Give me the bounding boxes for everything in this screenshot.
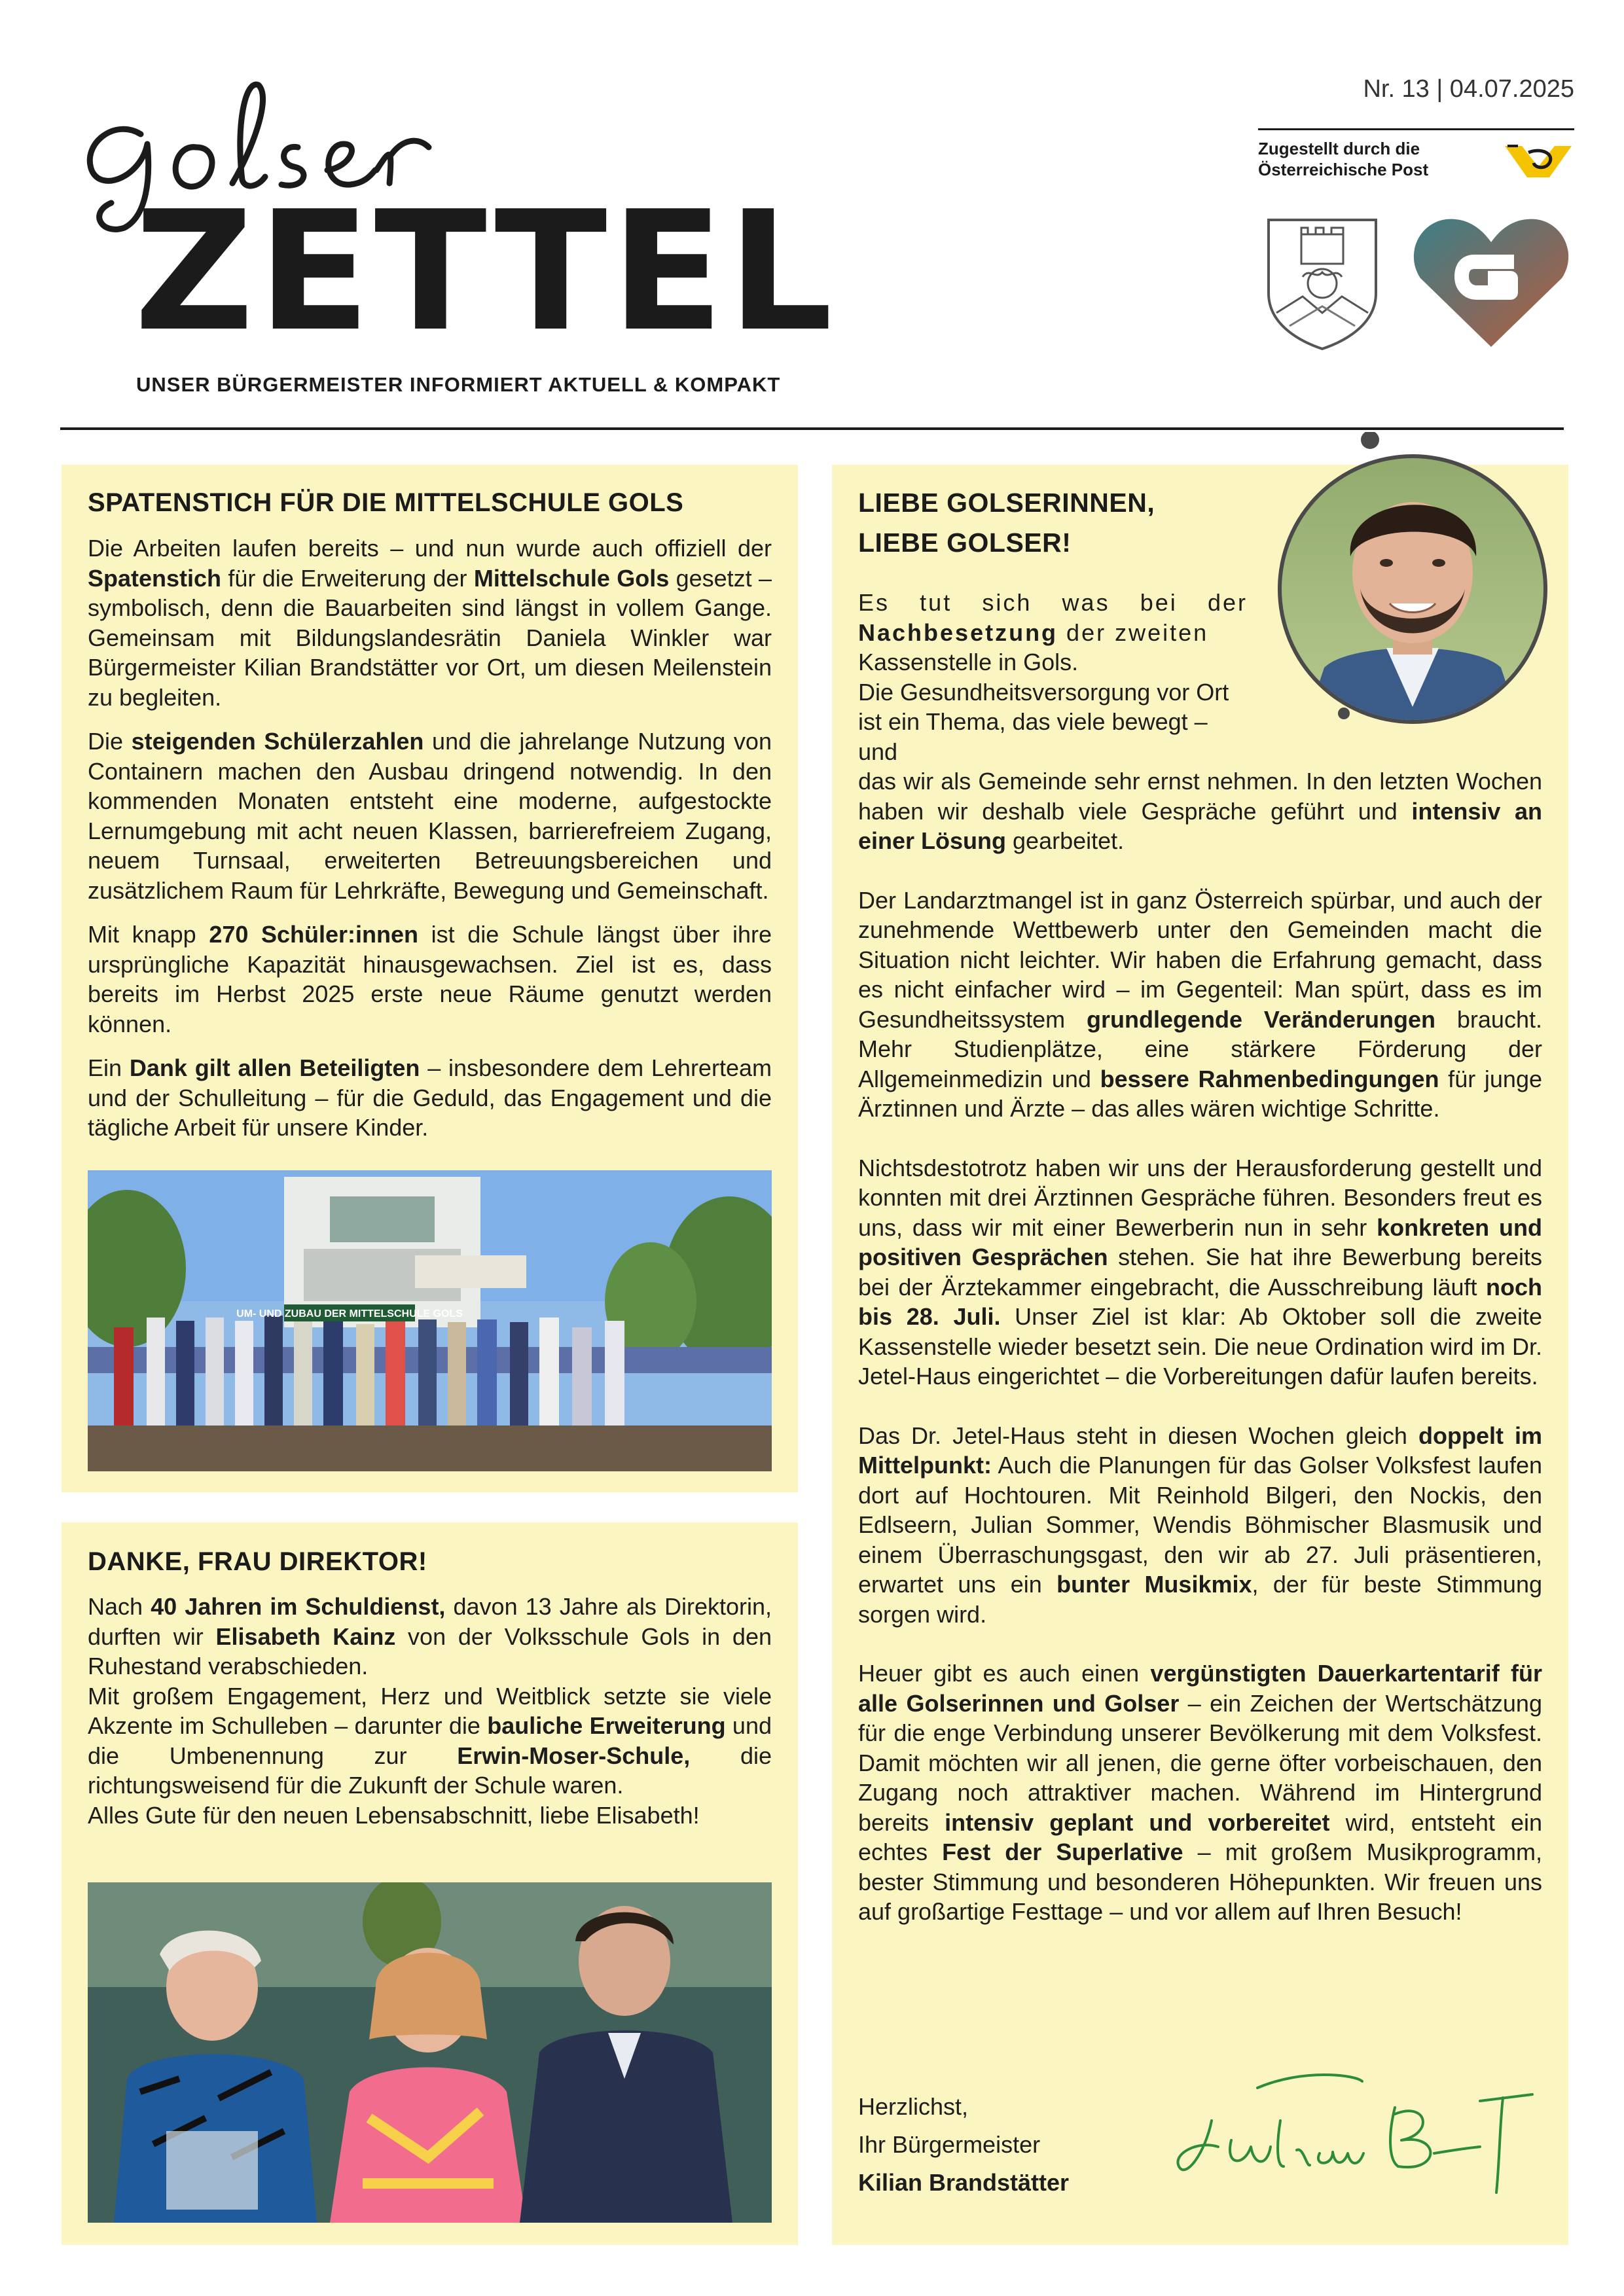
mayor-portrait	[1265, 432, 1560, 726]
article-danke-frau-direktor	[62, 1522, 798, 2245]
photo-banner-text: UM- UND ZUBAU DER MITTELSCHULE GOLS	[236, 1308, 463, 1319]
letter-body: Es tut sich was bei der Nachbesetzung der zweiten Kassenstelle in Gols. Die Gesundheitsversorgung vor Ort ist ein Thema, das viele bewegt – und das wir als Gemeinde sehr ernst nehmen. In den letzten Wochen haben wir deshalb viele Gespräche geführt und intensiv an einer Lösung gearbeitet. Der Landarztmangel ist in ganz Österreich spürbar, und auch der zunehmende Wettbewerb unter den Gemeinden macht die Situation nicht leichter. Wir haben die Erfahrung gemacht, dass es nicht einfacher wird – im Gegenteil: Man spürt, dass es im Gesundheitssystem grundlegende Veränderungen braucht. Mehr Studienplätze, eine stärkere Förderung der Allgemeinmedizin und bessere Rahmenbedingungen für junge Ärztinnen und Ärzte – das alles wären wichtige Schritte. Nichtsdestotrotz haben wir uns der Herausforderung gestellt und konnten mit drei Ärztinnen Gespräche führen. Besonders freut es uns, dass wir mit einer Bewerberin nun in sehr konkreten und positiven Gesprächen stehen. Sie hat ihre Bewerbung bereits bei der Ärztekammer eingebracht, die Ausschreibung läuft noch bis 28. Juli. Unser Ziel ist klar: Ab Oktober soll die zweite Kassenstelle wieder besetzt sein. Die neue Ordination wird im Dr. Jetel-Haus eingerichtet – die Vorbereitungen dafür laufen bereits. Das Dr. Jetel-Haus steht in diesen Wochen gleich doppelt im Mittelpunkt: Auch die Planungen für das Golser Volksfest laufen dort auf Hochtouren. Mit Reinhold Bilgeri, den Nockis, den Edlseern, Julian Sommer, Wendis Böhmischer Blasmusik und einem Überraschungsgast, den wir ab 27. Juli präsentieren, erwartet uns ein bunter Musikmix, der für beste Stimmung sorgen wird. Heuer gibt es auch einen vergünstigten Dauerkartentarif für alle Golserinnen und Golser – ein Zeichen der Wertschätzung für die enge Verbindung unserer Bevölkerung mit dem Volksfest. Damit möchten wir all jenen, die gerne öfter vorbeischauen, den Zugang noch attraktiver machen. Während im Hintergrund bereits intensiv geplant und vorbereitet wird, entsteht ein echtes Fest der Superlative – mit großem Musikprogramm, bester Stimmung und besonderen Höhepunkten. Wir freuen uns auf großartige Festtage – und vor allem auf Ihren Besuch!	[858, 589, 1543, 1925]
farewell-photo	[88, 1882, 772, 2223]
masthead-divider	[60, 427, 1564, 430]
gols-heart-logo-icon	[1413, 213, 1570, 350]
article-spatenstich-body: Die Arbeiten laufen bereits – und nun wurde auch offiziell der Spatenstich für die Erweiterung der Mittelschule Gols gesetzt – symbolisch, denn die Bauarbeiten sind längst in vollem Gange. Gemeinsam mit Bildungslandesrätin Daniela Winkler war Bürgermeister Kilian Brandstätter vor Ort, um diesen Meilenstein zu begleiten. Die steigenden Schülerzahlen und die jahrelange Nutzung von Containern machen den Ausbau dringend notwendig. In den kommenden Monaten entsteht eine moderne, aufgestockte Lernumgebung mit acht neuen Klassen, barrierefreiem Zugang, neuem Turnsaal, erweiterten Betreuungsbereichen und zusätzlichem Raum für Lehrkräfte, Bewegung und Gemeinschaft. Mit knapp 270 Schüler:innen ist die Schule längst über ihre ursprüngliche Kapazität hinausgewachsen. Ziel ist es, dass bereits im Herbst 2025 erste neue Räume genutzt werden können. Ein Dank gilt allen Beteiligten – insbesondere dem Lehrerteam und der Schulleitung – für die Geduld, das Engagement und die tägliche Arbeit für unsere Kinder.	[88, 535, 772, 1141]
masthead-title: ZETTEL	[134, 176, 837, 368]
groundbreaking-group-photo	[88, 1170, 772, 1471]
masthead-tagline: UNSER BÜRGERMEISTER INFORMIERT AKTUELL & KOMPAKT	[136, 373, 781, 396]
letter-greeting-line-2: LIEBE GOLSER!	[858, 528, 1072, 558]
mayor-name: Kilian Brandstätter	[858, 2169, 1070, 2196]
article-direktor-body: Nach 40 Jahren im Schuldienst, davon 13 Jahre als Direktorin, durften wir Elisabeth Kainz von der Volksschule Gols in den Ruhestand verabschieden. Mit großem Engagement, Herz und Weitblick setzte sie viele Akzente im Schulleben – darunter die bauliche Erweiterung und die Umbenennung zur Erwin-Moser-Schule, die richtungsweisend für die Zukunft der Schule waren. Alles Gute für den neuen Lebensabschnitt, liebe Elisabeth!	[88, 1593, 772, 1829]
post-line-1: Zugestellt durch die	[1258, 139, 1420, 158]
article-spatenstich	[62, 465, 798, 1492]
article-spatenstich-headline: SPATENSTICH FÜR DIE MITTELSCHULE GOLS	[88, 488, 684, 517]
closing-line-1: Herzlichst,	[858, 2093, 969, 2120]
mayor-letter	[832, 465, 1568, 2245]
letter-closing	[858, 2088, 1185, 2202]
letter-greeting-line-1: LIEBE GOLSERINNEN,	[858, 488, 1155, 518]
post-horn-icon	[1502, 141, 1574, 183]
closing-line-2: Ihr Bürgermeister	[858, 2131, 1041, 2158]
post-line-2: Österreichische Post	[1258, 160, 1429, 179]
mayor-signature	[1172, 2068, 1539, 2199]
gols-coat-of-arms-icon	[1263, 215, 1381, 352]
issue-number-date: Nr. 13 | 04.07.2025	[1363, 75, 1574, 103]
post-delivery-note	[1258, 128, 1574, 197]
article-direktor-headline: DANKE, FRAU DIREKTOR!	[88, 1547, 427, 1576]
